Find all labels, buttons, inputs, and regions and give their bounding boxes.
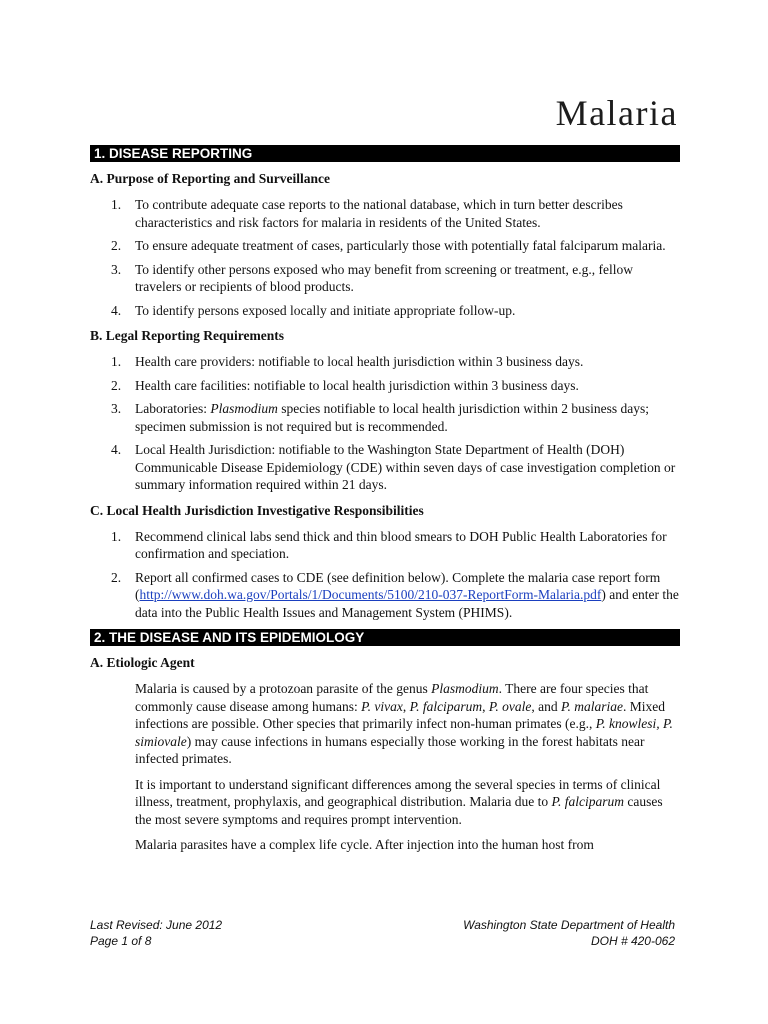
organization-name: Washington State Department of Health [463,918,675,932]
investigative-responsibilities-list [90,528,680,622]
section-heading-disease-reporting: 1. DISEASE REPORTING [90,145,680,162]
item-number: 2. [111,238,122,253]
subheading-etiologic-agent: A. Etiologic Agent [90,655,195,670]
species-name: P. vivax [361,698,403,714]
species-name: P. knowlesi, P. simiovale [135,716,673,749]
paragraph-text: It is important to understand significant differences among the several species in terms of clinical illness, treatment, prophylaxis, and geographical distribution. Malaria due to [135,776,661,809]
item-number: 1. [111,354,122,369]
item-text: To contribute adequate case reports to the national database, which in turn better describes characteristics and risk factors for malaria in residents of the United States. [135,197,623,230]
item-text: species notifiable to local health jurisdiction within 2 business days; specimen submission is not required but is recommended. [135,401,650,434]
etiologic-paragraph-1 [135,680,680,768]
document-number: DOH # 420-062 [590,933,675,948]
genus-name: Plasmodium [431,681,499,696]
etiologic-paragraph-3: Malaria parasites have a complex life cycle. After injection into the human host from [135,837,594,852]
item-text: Local Health Jurisdiction: notifiable to the Washington State Department of Health (DOH) Communicable Disease Epidemiology (CDE) within seven days of case investigation completion or summary information required within 21 days. [135,442,676,492]
subheading-purpose: A. Purpose of Reporting and Surveillance [90,171,331,186]
item-number: 2. [111,377,122,393]
item-number: 4. [111,302,122,318]
list-item [90,377,680,395]
item-text: Health care facilities: notifiable to local health jurisdiction within 3 business days. [135,377,579,393]
item-text: Recommend clinical labs send thick and thin blood smears to DOH Public Health Laboratories for confirmation and speciation. [135,528,667,561]
document-title: Malaria [555,93,678,133]
item-text: Report all confirmed cases to CDE (see definition below). Complete the malaria case report form ( [135,569,661,602]
etiologic-paragraph-2 [135,776,680,829]
list-item [90,569,680,622]
list-item [90,400,680,435]
item-text: To identify persons exposed locally and initiate appropriate follow-up. [135,302,516,318]
paragraph-text: , [482,698,489,714]
item-text: Health care providers: notifiable to local health jurisdiction within 3 business days. [135,354,584,369]
paragraph-text: . Mixed infections are possible. Other species that primarily infect non-human primates (e.g., [135,698,665,731]
item-text: ) and enter the data into the Public Health Issues and Management System (PHIMS). [135,587,679,620]
document-body [90,145,680,862]
paragraph-text: ) may cause infections in humans especially those working in the forest habitats near infected primates. [135,733,645,766]
list-item [90,528,680,563]
subheading-legal-requirements: B. Legal Reporting Requirements [90,328,284,343]
list-item [90,237,680,255]
paragraph-text: Malaria is caused by a protozoan parasite of the genus [135,681,432,696]
species-name: P. falciparum [409,698,483,714]
last-revised: Last Revised: June 2012 [90,918,223,932]
item-text: To identify other persons exposed who may benefit from screening or treatment, e.g., fellow travelers or recipients of blood products. [135,261,634,294]
paragraph-text: , and [531,698,561,714]
footer-right [463,918,675,949]
item-text-italic: Plasmodium [210,401,278,416]
footer-left [90,918,222,949]
purpose-list [90,196,680,319]
species-name: P. falciparum [551,794,625,809]
item-number: 4. [111,442,122,457]
list-item [90,261,680,296]
paragraph-text: . There are four species that commonly cause disease among humans: [135,681,649,714]
section-heading-disease-epidemiology: 2. THE DISEASE AND ITS EPIDEMIOLOGY [90,629,680,646]
subheading-investigative-responsibilities: C. Local Health Jurisdiction Investigative Responsibilities [90,502,424,518]
report-form-link[interactable]: http://www.doh.wa.gov/Portals/1/Documents/5100/210-037-ReportForm-Malaria.pdf [139,587,602,602]
paragraph-text: causes the most severe symptoms and requires prompt intervention. [135,794,663,827]
species-name: P. malariae [560,698,623,714]
list-item [90,441,680,494]
legal-requirements-list [90,353,680,494]
list-item [90,302,680,320]
item-number: 3. [111,261,122,277]
item-number: 3. [111,401,122,416]
paragraph-text: , [402,698,410,714]
item-number: 2. [111,569,122,585]
item-number: 1. [111,528,122,544]
item-number: 1. [111,197,122,212]
list-item [90,353,680,371]
page-number: Page 1 of 8 [90,933,152,948]
item-text: Laboratories: [135,401,211,416]
list-item [90,196,680,231]
item-text: To ensure adequate treatment of cases, particularly those with potentially fatal falciparum malaria. [135,238,666,253]
species-name: P. ovale [488,698,532,714]
